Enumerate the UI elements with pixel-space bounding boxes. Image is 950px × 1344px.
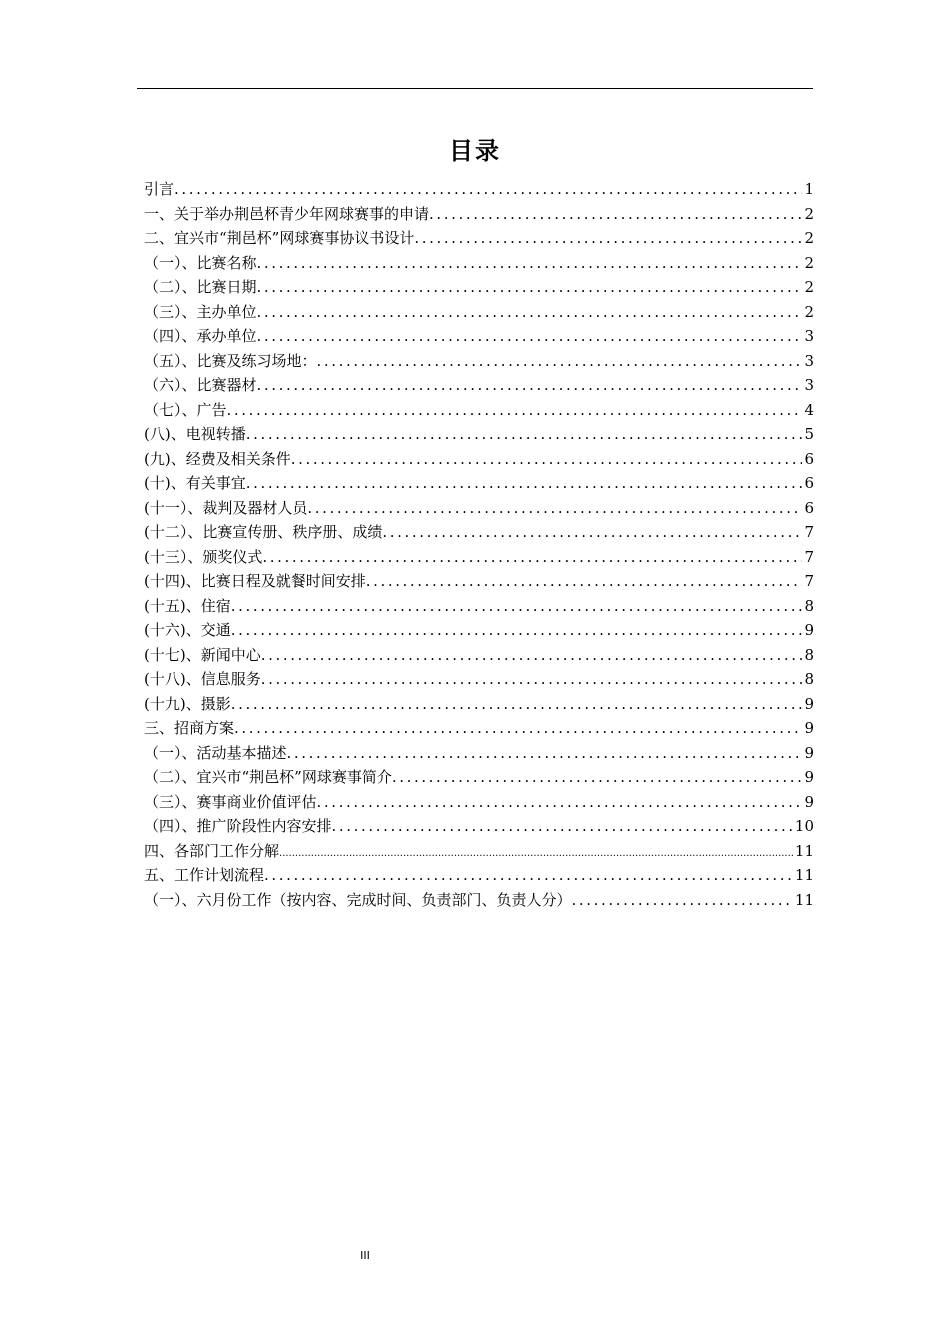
toc-entry-label: （一）、六月份工作（按内容、完成时间、负责部门、负责人分）: [144, 890, 572, 909]
toc-entry-label: （五）、比赛及练习场地：: [144, 351, 317, 370]
toc-dot-leader: [317, 790, 803, 815]
toc-dot-leader: [429, 202, 802, 227]
toc-entry-label: (十三）、颁奖仪式: [144, 547, 263, 566]
toc-entry-page: 2: [804, 302, 814, 321]
toc-entry-page: 9: [804, 768, 814, 786]
toc-entry[interactable]: [144, 202, 814, 227]
toc-dot-leader: [572, 888, 793, 913]
toc-entry-page: 10: [794, 817, 814, 835]
toc-entry-page: 9: [804, 694, 814, 713]
toc-entry[interactable]: [144, 349, 814, 374]
toc-entry-page: 9: [804, 719, 814, 737]
toc-entry-page: 2: [804, 253, 814, 272]
toc-entry[interactable]: [144, 839, 814, 864]
toc-entry-page: 11: [794, 841, 814, 860]
toc-entry-page: 11: [794, 890, 814, 909]
toc-entry-page: 6: [804, 498, 814, 517]
toc-entry[interactable]: [144, 790, 814, 815]
toc-entry-label: 五、工作计划流程: [144, 866, 265, 884]
toc-entry[interactable]: [144, 863, 814, 888]
toc-entry-page: 11: [794, 866, 814, 884]
toc-entry-page: 2: [804, 278, 814, 296]
toc-dot-leader: [264, 863, 793, 888]
toc-dot-leader: [382, 520, 802, 545]
toc-entry[interactable]: [144, 667, 814, 692]
toc-entry-page: 9: [804, 621, 814, 639]
toc-entry[interactable]: [144, 643, 814, 668]
toc-dot-leader: [246, 471, 803, 496]
toc-dot-leader: [257, 373, 803, 398]
toc-entry[interactable]: [144, 422, 814, 447]
toc-entry[interactable]: [144, 692, 814, 717]
toc-entry-label: （一）、比赛名称: [144, 253, 257, 272]
toc-entry-page: 9: [804, 792, 814, 811]
toc-entry-page: 3: [804, 376, 814, 394]
toc-entry[interactable]: [144, 447, 814, 472]
toc-entry[interactable]: [144, 300, 814, 325]
toc-entry-label: （三）、主办单位: [144, 302, 257, 321]
toc-entry-page: 9: [804, 743, 814, 762]
toc-entry-label: (十五)、住宿: [144, 596, 231, 615]
toc-entry[interactable]: [144, 618, 814, 643]
toc-entry[interactable]: [144, 471, 814, 496]
toc-entry-page: 6: [804, 449, 814, 468]
toc-entry[interactable]: [144, 373, 814, 398]
toc-title: 目录: [449, 137, 501, 165]
toc-dot-leader: [246, 422, 803, 447]
toc-entry-label: 四、各部门工作分解: [144, 841, 280, 860]
toc-entry-page: 3: [804, 327, 814, 345]
toc-dot-leader: [307, 496, 802, 521]
toc-dot-leader: [227, 398, 803, 423]
toc-entry-label: (八)、电视转播: [144, 425, 246, 443]
toc-dot-leader: [366, 569, 803, 594]
toc-dot-leader: [332, 814, 793, 839]
toc-entry[interactable]: [144, 569, 814, 594]
toc-entry-label: （三）、赛事商业价值评估: [144, 792, 317, 811]
toc-dot-leader: [261, 667, 803, 692]
toc-dot-leader: [231, 594, 803, 619]
toc-entry-page: 3: [804, 351, 814, 370]
toc-entry[interactable]: [144, 520, 814, 545]
toc-entry-label: （四）、推广阶段性内容安排: [144, 817, 332, 835]
toc-entry-label: （二）、比赛日期: [144, 278, 257, 296]
toc-entry[interactable]: [144, 398, 814, 423]
toc-entry-label: (十七)、新闻中心: [144, 645, 261, 664]
toc-entry-label: (十六)、交通: [144, 621, 231, 639]
toc-entry-page: 8: [804, 670, 814, 688]
toc-dot-leader: [257, 251, 803, 276]
toc-dot-leader: [392, 765, 803, 790]
toc-entry-label: (十一）、裁判及器材人员: [144, 498, 308, 517]
toc-dot-leader: [174, 177, 802, 202]
page-number: III: [360, 1249, 370, 1262]
toc-entry-label: (十九)、摄影: [144, 694, 231, 713]
toc-entry-label: (十)、有关事宜: [144, 474, 246, 492]
header-rule: [137, 88, 813, 89]
toc-entry-page: 5: [804, 425, 814, 443]
toc-entry-page: 1: [804, 180, 814, 198]
table-of-contents: [144, 177, 814, 912]
toc-entry-page: 7: [804, 523, 814, 541]
toc-entry[interactable]: [144, 716, 814, 741]
toc-entry-label: （七）、广告: [144, 400, 227, 419]
toc-entry-label: （六）、比赛器材: [144, 376, 257, 394]
toc-dot-leader: [291, 447, 803, 472]
toc-dot-leader: [287, 741, 803, 766]
toc-entry-page: 8: [804, 645, 814, 664]
toc-entry[interactable]: [144, 275, 814, 300]
toc-entry-label: (十二）、比赛宣传册、秩序册、成绩: [144, 523, 383, 541]
toc-dot-leader: [231, 618, 803, 643]
toc-entry-page: 6: [804, 474, 814, 492]
toc-entry-label: （四）、承办单位: [144, 327, 257, 345]
toc-entry[interactable]: [144, 496, 814, 521]
toc-entry-label: 三、招商方案: [144, 719, 235, 737]
toc-entry-page: 2: [804, 204, 814, 223]
toc-entry-label: 一、关于举办荆邑杯青少年网球赛事的申请: [144, 204, 430, 223]
toc-dot-leader: [414, 226, 802, 251]
toc-entry[interactable]: [144, 251, 814, 276]
toc-entry[interactable]: [144, 594, 814, 619]
toc-entry-label: 引言: [144, 180, 175, 198]
toc-dot-leader: [317, 349, 803, 374]
toc-entry-label: （二）、宜兴市“荆邑杯”网球赛事简介: [144, 768, 392, 786]
toc-entry[interactable]: [144, 226, 814, 251]
toc-entry-page: 2: [804, 229, 814, 247]
toc-entry-page: 7: [804, 547, 814, 566]
toc-entry[interactable]: [144, 741, 814, 766]
toc-entry[interactable]: [144, 814, 814, 839]
toc-entry-label: (九)、经费及相关条件: [144, 449, 291, 468]
toc-dot-leader: [257, 300, 803, 325]
toc-entry-page: 8: [804, 596, 814, 615]
toc-entry-label: (十八)、信息服务: [144, 670, 261, 688]
toc-entry[interactable]: [144, 177, 814, 202]
toc-dot-leader: [257, 275, 803, 300]
toc-entry[interactable]: [144, 888, 814, 913]
toc-entry[interactable]: [144, 324, 814, 349]
toc-dot-leader: [234, 716, 802, 741]
toc-dot-leader: [262, 545, 802, 570]
toc-entry-label: 二、宜兴市“荆邑杯”网球赛事协议书设计: [144, 229, 415, 247]
toc-dot-leader: [257, 324, 803, 349]
toc-entry-label: (十四)、比赛日程及就餐时间安排: [144, 572, 366, 590]
toc-entry[interactable]: [144, 765, 814, 790]
toc-dot-leader: [231, 692, 803, 717]
toc-entry-page: 7: [804, 572, 814, 590]
toc-entry[interactable]: [144, 545, 814, 570]
toc-entry-label: （一）、活动基本描述: [144, 743, 287, 762]
toc-entry-page: 4: [804, 400, 814, 419]
toc-dot-leader: [261, 643, 803, 668]
